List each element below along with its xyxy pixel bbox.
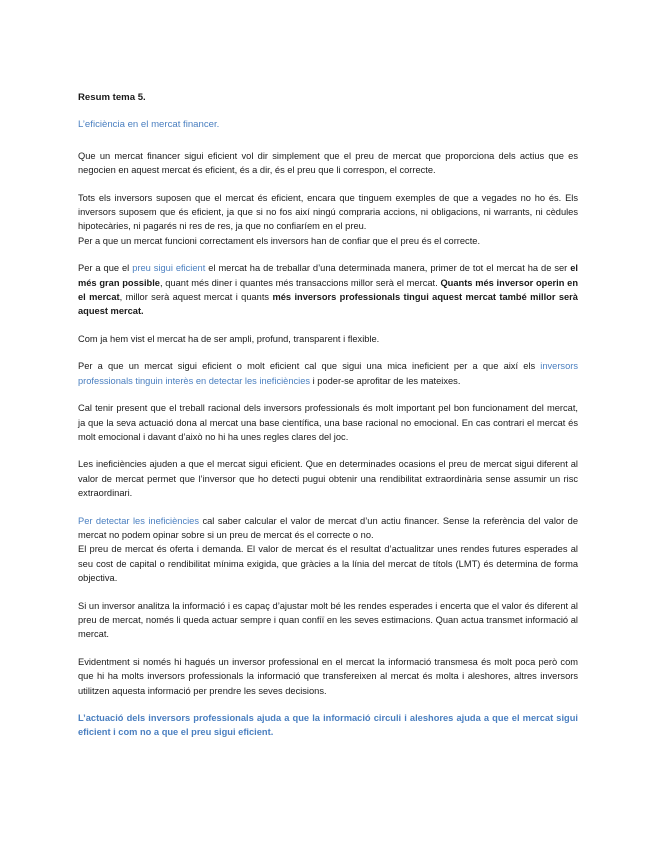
p5-text-1: Per a que un mercat sigui eficient o molt eficient cal que sigui una mica ineficient per a que així els (78, 361, 541, 372)
p3-highlight-efficient-price: preu sigui eficient (132, 263, 206, 274)
paragraph-9: Si un inversor analitza la informació i es capaç d’ajustar molt bé les rendes esperades i encerta que el valor és diferent al preu de mercat, només li queda actuar sempre i quan confiï en les seves estimacions. Quan actua transmet informació al mercat. (78, 600, 578, 640)
paragraph-8a (78, 514, 578, 543)
p8-highlight-detect: Per detectar les ineficiències (78, 515, 199, 526)
paragraph-3 (78, 261, 578, 319)
p8-text-2: cal saber calcular el valor de mercat d’un actiu financer. Sense la referència del valor de mercat no podem opinar sobre si un preu de mercat és el correcte o no. (78, 515, 578, 540)
paragraph-10: Evidentment si només hi hagués un inversor professional en el mercat la informació transmesa és molt poca però com que hi ha molts inversors professionals la informació que transfereixen al mercat és molta i aleshores, altres inversors utilitzen aquesta informació per prendre les seves decisions. (78, 656, 578, 696)
paragraph-2a: Tots els inversors suposen que el mercat és eficient, encara que tinguem exemples de que a vegades no ho és. Els inversors suposem que és eficient, ja que si no fos així ningú compraria accions, ni obligacions, ni warrants, ni cèdules hipotecàries, ni pagarés ni res de res, ja que no confiaríem en el preu. (78, 192, 578, 232)
document-title: Resum tema 5. (78, 92, 146, 103)
p3-text-7: , millor serà aquest mercat i quants (119, 292, 273, 303)
p3-bold-professionals: més inversors professionals tingui aquest mercat també millor serà aquest mercat. (78, 292, 578, 317)
paragraph-8 (78, 514, 578, 586)
p5-text-3: i poder-se aprofitar de les mateixes. (310, 375, 461, 386)
p3-text-1: Per a que el (78, 263, 133, 274)
paragraph-2b: Per a que un mercat funcioni correctament els inversors han de confiar que el preu és el correcte. (78, 235, 481, 246)
p3-bold-investors: Quants més inversor operin en el mercat (78, 277, 578, 303)
paragraph-11-conclusion: L’actuació dels inversors professionals ajuda a que la informació circuli i aleshores ajuda a que el mercat sigui eficient i com no a que el preu sigui eficient. (78, 713, 578, 738)
paragraph-4: Com ja hem vist el mercat ha de ser ampli, profund, transparent i flexible. (78, 333, 380, 344)
p3-text-3: el mercat ha de treballar d’una determinada manera, primer de tot el mercat ha de ser (205, 263, 571, 274)
paragraph-2 (78, 191, 578, 249)
p3-bold-largest: el més gran possible (78, 263, 578, 288)
p5-highlight-professionals: inversors professionals tinguin interès en detectar les ineficiències (78, 361, 578, 386)
paragraph-1: Que un mercat financer sigui eficient vol dir simplement que el preu de mercat que proporciona dels actius que es negocien en aquest mercat és eficient, és a dir, és el preu que li correspon, el correcte. (78, 150, 578, 176)
document-body (78, 91, 578, 753)
paragraph-5 (78, 359, 578, 388)
section-heading: L’eficiència en el mercat financer. (78, 119, 220, 131)
paragraph-7: Les ineficiències ajuden a que el mercat sigui eficient. Que en determinades ocasions el preu de mercat sigui diferent al valor de mercat permet que l’inversor que ho detecti pugui obtenir una rendibilitat extraordinària sense assumir un risc extraordinari. (78, 459, 578, 499)
paragraph-8b: El preu de mercat és oferta i demanda. El valor de mercat és el resultat d’actualitzar unes rendes futures esperades al seu cost de capital o rendibilitat mínima exigida, que gràcies a la línia del mercat de títols (LMT) és determina de forma objectiva. (78, 544, 578, 584)
paragraph-6: Cal tenir present que el treball racional dels inversors professionals és molt important pel bon funcionament del mercat, ja que la seva actuació dona al mercat una base científica, una base racional no emocional. En cas contrari el mercat és molt emocional i davant d’això no hi ha unes regles clares del joc. (78, 403, 578, 442)
p3-text-5: , quant més diner i quantes més transaccions millor serà el mercat. (159, 277, 441, 288)
